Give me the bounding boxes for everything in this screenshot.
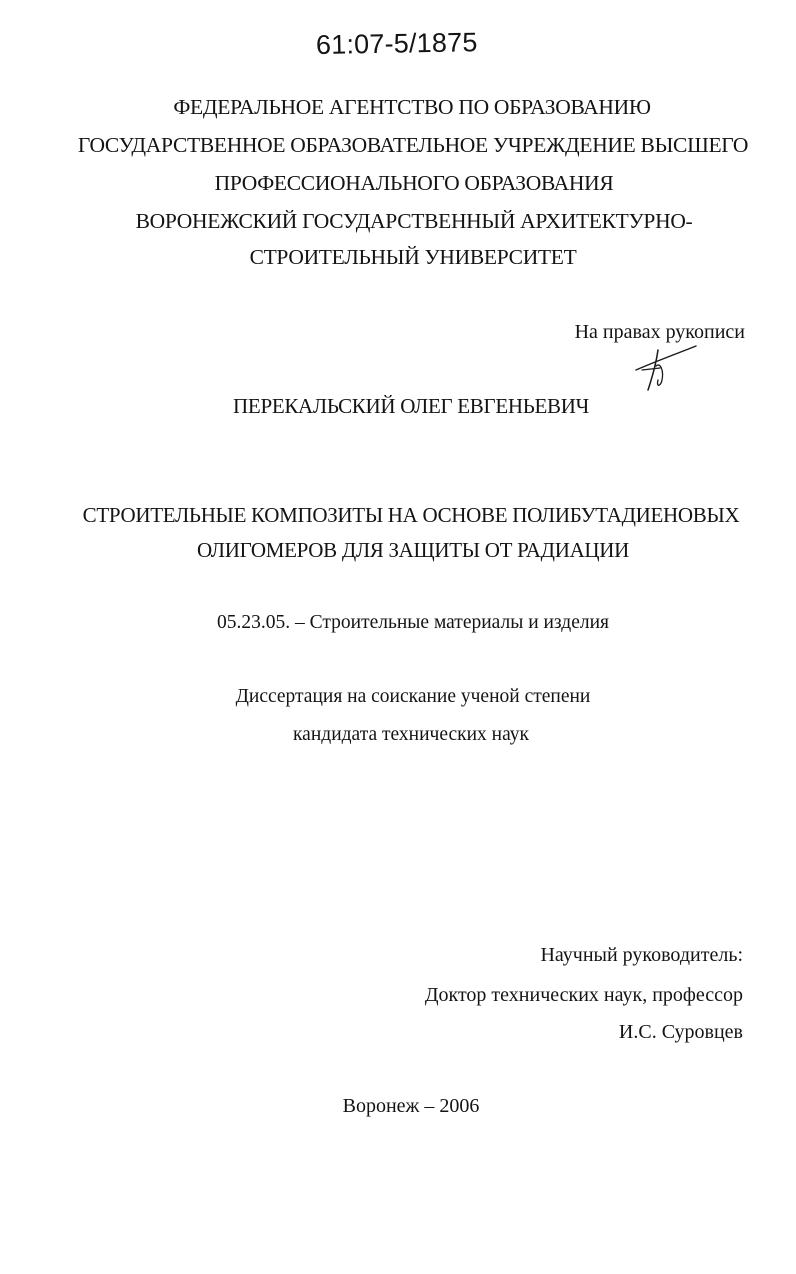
organization-line-4: ВОРОНЕЖСКИЙ ГОСУДАРСТВЕННЫЙ АРХИТЕКТУРНО- <box>135 209 693 233</box>
supervisor-name: И.С. Суровцев <box>618 1021 743 1043</box>
organization-line-1: ФЕДЕРАЛЬНОЕ АГЕНТСТВО ПО ОБРАЗОВАНИЮ <box>173 95 651 119</box>
handwritten-signature <box>634 340 698 394</box>
organization-line-2: ГОСУДАРСТВЕННОЕ ОБРАЗОВАТЕЛЬНОЕ УЧРЕЖДЕНИЕ ВЫСШЕГО <box>77 133 749 157</box>
organization-line-5: СТРОИТЕЛЬНЫЙ УНИВЕРСИТЕТ <box>249 245 577 269</box>
organization-line-3: ПРОФЕССИОНАЛЬНОГО ОБРАЗОВАНИЯ <box>214 171 614 195</box>
degree-line-2: кандидата технических наук <box>293 724 529 745</box>
degree-line-1: Диссертация на соискание ученой степени <box>235 686 591 707</box>
place-and-year: Воронеж – 2006 <box>342 1095 480 1117</box>
specialty-code: 05.23.05. – Строительные материалы и изделия <box>217 612 609 633</box>
manuscript-rights-note: На правах рукописи <box>574 321 745 343</box>
dissertation-title-line-1: СТРОИТЕЛЬНЫЕ КОМПОЗИТЫ НА ОСНОВЕ ПОЛИБУТАДИЕНОВЫХ <box>82 503 740 527</box>
author-name: ПЕРЕКАЛЬСКИЙ ОЛЕГ ЕВГЕНЬЕВИЧ <box>233 394 589 418</box>
supervisor-rank: Доктор технических наук, профессор <box>424 984 743 1006</box>
supervisor-label: Научный руководитель: <box>540 944 743 966</box>
library-stamp-number: 61:07-5/1875 <box>315 27 478 60</box>
dissertation-title-line-2: ОЛИГОМЕРОВ ДЛЯ ЗАЩИТЫ ОТ РАДИАЦИИ <box>196 538 630 562</box>
